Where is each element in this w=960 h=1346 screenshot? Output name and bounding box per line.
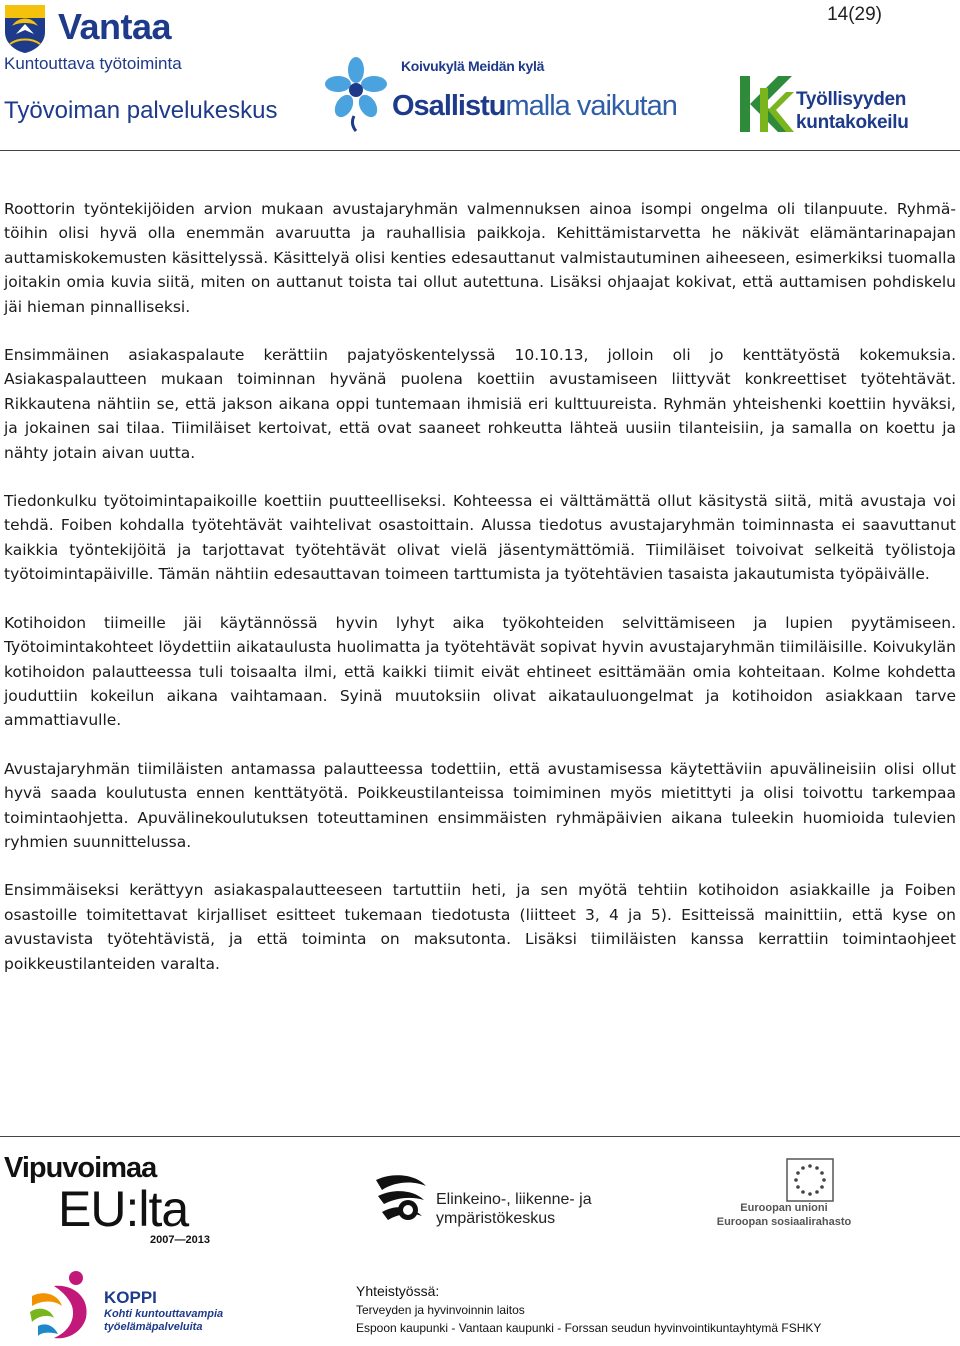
koivukyla-slogan: Koivukylä Meidän kylä — [401, 58, 545, 74]
osallistu-light: malla vaikutan — [505, 90, 677, 122]
paragraph: Ensimmäinen asiakaspalaute kerättiin pajatyöskentelyssä 10.10.13, jolloin oli jo kenttätyöstä kokemuksia. Asiakaspalautteen mukaan toiminnan hyvänä puolena koettiin avustamiseen liittyvät konkreettiset työtehtävät. Rikkautena nähtiin se, että jakson aikana oppi tuntemaan ihmisiä eri kulttuureista. Ryhmän yhteishenki koettiin hyväksi, ja jokainen sai tilaa. Tiimiläiset kertoivat, että ovat saaneet rohkeutta lähteä uusiin tilanteisiin, ja samalla on koettu ja nähty jotain aivan uutta. — [4, 346, 956, 462]
cooperation-label: Yhteistyössä: — [356, 1283, 440, 1299]
footer-divider — [0, 1136, 960, 1137]
ely-centre-icon — [372, 1170, 430, 1228]
osallistu-slogan — [392, 90, 677, 123]
unit-name: Kuntouttava työtoiminta — [4, 54, 182, 73]
ely-centre-name — [436, 1190, 592, 1228]
eu-years: 2007—2013 — [150, 1234, 210, 1246]
header-divider — [0, 150, 960, 151]
document-body — [4, 197, 956, 1000]
eu-flag-icon — [786, 1158, 834, 1202]
ely-line2: ympäristökeskus — [436, 1210, 556, 1227]
paragraph: Roottorin työntekijöiden arvion mukaan avustajaryhmän valmennuksen ainoa isompi ongelma oli tilanpuute. Ryhmä-töihin olisi hyvä olla enemmän avaruutta ja rauhallisia paikkoja. Kehittämistarvetta he näkivät elämäntarinapajan auttamiskokemusten käsittelyssä. Käsittelyä olisi kenties edesauttanut valmistautuminen aiheeseen, esimerkiksi tuomalla joitakin omia kuvia siitä, miten on auttanut toista tai ollut autettuna. Lisäksi ohjaajat kokivat, että auttamisen pohdiskelu jäi hieman pinnalliseksi. — [4, 200, 956, 316]
kk-logo-icon — [738, 72, 794, 134]
paragraph: Kotihoidon tiimeille jäi käytännössä hyvin lyhyt aika työkohteiden selvittämiseen ja lupien pyytämiseen. Työtoimintakohteet löydettiin aikataulusta huolimatta ja työtehtävät sopivat hyvin avustajaryhmän tiimiläisille. Koivukylän kotihoidon palautteessa tuli toisaalta ilmi, että kaikki tiimit eivät ehtineet esittämään omia kohteitaan. Kolme kohdetta jouduttiin kokeilun aikana vaihtamaan. Syinä muutoksiin olivat aikatauluongelmat ja kotihoidon asiakkaan tarve ammattiavulle. — [4, 613, 956, 730]
esr-name — [714, 1201, 854, 1229]
koppi-logo-icon — [24, 1266, 96, 1342]
vantaa-coat-of-arms-icon — [4, 4, 46, 54]
tyollisyyden-line2: kuntakokeilu — [796, 112, 909, 133]
paragraph: Ensimmäiseksi kerättyyn asiakaspalautteeseen tartuttiin heti, ja sen myötä tehtiin kotihoidon asiakkaille ja Foiben osastoille toimitettavat kirjalliset esitteet tukemaan tiedotusta (liitteet 3, 4 ja 5). Esitteissä mainittiin, että kyse on avustavista työtehtävistä, ja että toiminta on maksutonta. Lisäksi tiimiläisten kanssa kerrattiin toimintaohjeet poikkeustilanteiden varalta. — [4, 881, 956, 973]
organization-name: Vantaa — [58, 6, 172, 47]
esr-line1: Euroopan unioni — [740, 1202, 828, 1214]
page-number: 14(29) — [827, 4, 882, 25]
osallistu-strong: Osallistu — [392, 90, 506, 122]
paragraph: Tiedonkulku työtoimintapaikoille koettiin puutteelliseksi. Kohteessa ei välttämättä ollut käsitystä siitä, mitä avustaja voi tehdä. Foiben kohdalla työtehtävät vaihtelivat osastoittain. Alussa tiedotus avustajaryhmän toiminnasta ei saavuttanut kaikkia työntekijöitä ja tarjottavat työtehtävät olivat vielä jäsentymättömiä. Tiimiläiset toivoivat selkeitä työlistoja työtoimintapäiville. Tämän nähtiin edesauttavan toimeen tarttumista ja työtehtävien tasaista jakautumista työpäivälle. — [4, 492, 956, 584]
tyollisyyden-line1: Työllisyyden — [796, 89, 907, 110]
paragraph: Avustajaryhmän tiimiläisten antamassa palautteessa todettiin, että avustamisessa käytettäviin apuvälineisiin olisi ollut hyvä saada koulutusta ennen kenttätyötä. Poikkeustilanteissa toimiminen myös mietittyti ja olisi toivottu tarkempaa toimintaohjetta. Apuvälinekoulutuksen toteuttaminen ensimmäisten ryhmäpäivien aikana tuleekin huomioida tulevien ryhmien suunnittelussa. — [4, 759, 956, 851]
koppi-sub-line2: työelämäpalveluita — [104, 1321, 203, 1333]
esr-line2: Euroopan sosiaalirahasto — [716, 1216, 852, 1228]
osallistu-flower-icon — [324, 56, 388, 132]
service-name: Työvoiman palvelukeskus — [4, 97, 278, 124]
eulta-title: EU:lta — [58, 1181, 189, 1237]
koppi-subtitle — [104, 1308, 223, 1334]
koppi-sub-line1: Kohti kuntouttavampia — [104, 1308, 224, 1320]
cooperation-partners-line: Espoon kaupunki - Vantaan kaupunki - Forssan seudun hyvinvointikuntayhtymä FSHKY — [356, 1321, 822, 1335]
cooperation-partner-line: Terveyden ja hyvinvoinnin laitos — [356, 1303, 525, 1317]
ely-line1: Elinkeino-, liikenne- ja — [436, 1191, 592, 1208]
tyollisyyden-kuntakokeilu — [796, 88, 909, 134]
koppi-title: KOPPI — [104, 1288, 157, 1307]
vipuvoimaa-title: Vipuvoimaa — [4, 1152, 157, 1184]
